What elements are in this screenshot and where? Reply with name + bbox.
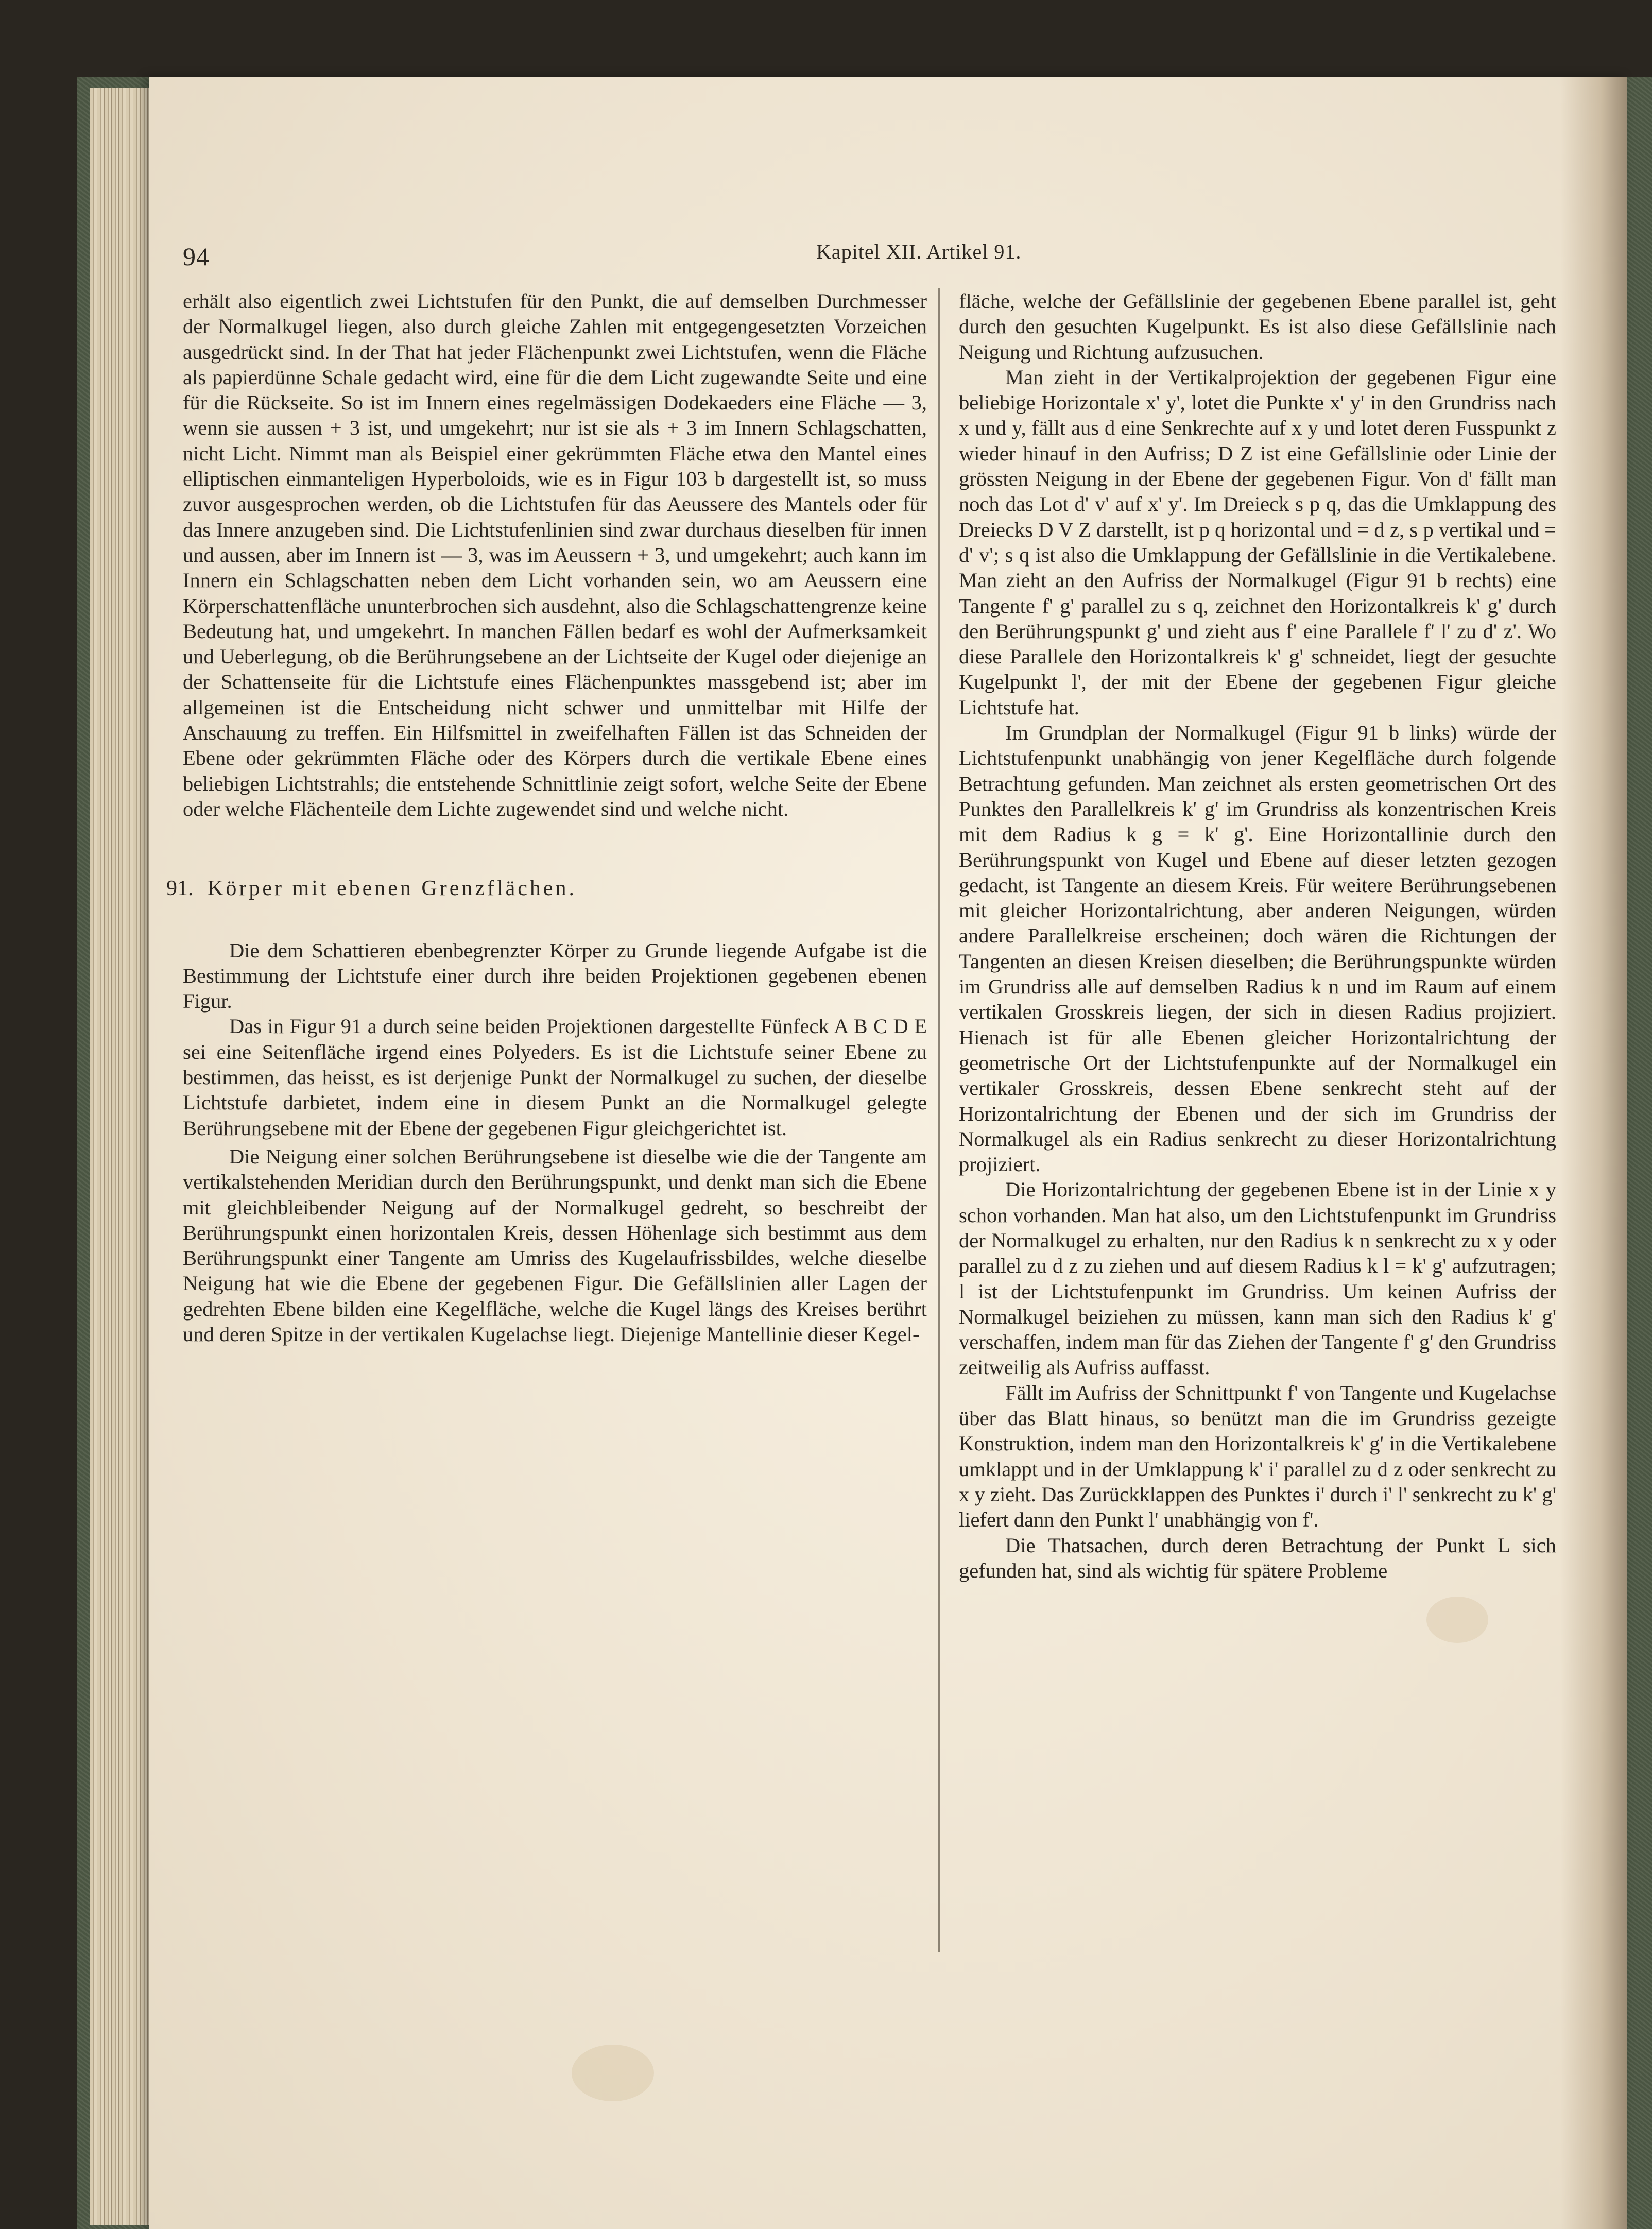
- left-column: [166, 288, 927, 2065]
- paragraph: Man zieht in der Vertikalprojektion der gegebenen Figur eine beliebige Horizontale x' y', lotet die Punkte x' y' in den Grundriss nach x und y, fällt aus d eine Senkrechte auf x y und lotet deren Fusspunkt z wieder hinauf in den Aufriss; D Z ist eine Gefällslinie oder Linie der grössten Neigung in der Ebene der gegebenen Figur. Von d' fällt man noch das Lot d' v' auf x' y'. Im Dreieck s p q, das die Umklappung des Dreiecks D V Z darstellt, ist p q horizontal und = d z, s p vertikal und = d' v'; s q ist also die Umklappung der Gefällslinie in die Vertikalebene. Man zieht an den Aufriss der Normalkugel (Figur 91 b rechts) eine Tangente f' g' parallel zu s q, zeichnet den Horizontalkreis k' g' durch den Berührungspunkt g' und zieht aus f' eine Parallele f' l' zu d' z'. Wo diese Parallele den Horizontalkreis k' g' schneidet, liegt der gesuchte Kugelpunkt l', der mit der Ebene der gegebenen Figur gleiche Lichtstufe hat.: [959, 365, 1556, 719]
- paragraph: Die Horizontalrichtung der gegebenen Ebene ist in der Linie x y schon vorhanden. Man hat also, um den Lichtstufenpunkt im Grundriss der Normalkugel zu erhalten, nur den Radius k n senkrecht zu x y oder parallel zu d z zu ziehen und auf diesem Radius k l = k' g' aufzutragen; l ist der Lichtstufenpunkt im Grundriss. Um keinen Aufriss der Normalkugel beiziehen zu müssen, kann man sich den Radius k' g' verschaffen, indem man für das Ziehen der Tangente f' g' den Grundriss zeitweilig als Aufriss auffasst.: [959, 1178, 1556, 1379]
- paragraph: fläche, welche der Gefällslinie der gegebenen Ebene parallel ist, geht durch den gesuchten Kugelpunkt. Es ist also diese Gefällslinie nach Neigung und Richtung aufzusuchen.: [959, 289, 1556, 364]
- section-title: Körper mit ebenen Grenzflächen.: [208, 877, 577, 901]
- section-heading: [166, 876, 927, 901]
- column-rule: [938, 288, 940, 1952]
- running-head: [183, 234, 1439, 281]
- paragraph: Das in Figur 91 a durch seine beiden Projektionen dargestellte Fünfeck A B C D E sei eine Seitenfläche irgend eines Polyeders. Es ist die Lichtstufe seiner Ebene zu bestimmen, das heisst, es ist derjenige Punkt der Normalkugel zu suchen, der dieselbe Lichtstufe darbietet, indem eine in diesem Punkt an die Normalkugel gelegte Berührungsebene mit der Ebene der gegebenen Figur gleichgerichtet ist.: [183, 1015, 927, 1140]
- paragraph: Die dem Schattieren ebenbegrenzter Körper zu Grunde liegende Aufgabe ist die Bestimmung der Lichtstufe einer durch ihre beiden Projektionen gegebenen ebenen Figur.: [183, 938, 927, 1013]
- right-column: [959, 288, 1556, 2065]
- page-number: 94: [183, 242, 210, 271]
- paragraph: Die Thatsachen, durch deren Betrachtung der Punkt L sich gefunden hat, sind als wichtig für spätere Probleme: [959, 1533, 1556, 1582]
- gutter-shadow: [1560, 77, 1627, 2229]
- paragraph: Die Neigung einer solchen Berührungsebene ist dieselbe wie die der Tangente am vertikalstehenden Meridian durch den Berührungspunkt, und denkt man sich die Ebene mit gleichbleibender Neigung auf der Normalkugel gedreht, so beschreibt der Berührungspunkt einen horizontalen Kreis, dessen Höhenlage sich bestimmt aus dem Berührungspunkt einer Tangente am Umriss des Kugelaufrissbildes, welche dieselbe Neigung hat wie die Ebene der gegebenen Figur. Die Gefällslinien aller Lagen der gedrehten Ebene bilden eine Kegelfläche, welche die Kugel längs des Kreises berührt und deren Spitze in der vertikalen Kugelachse liegt. Diejenige Mantellinie dieser Kegel-: [183, 1144, 927, 1346]
- running-head-title: Kapitel XII. Artikel 91.: [816, 240, 1022, 263]
- paragraph: Fällt im Aufriss der Schnittpunkt f' von Tangente und Kugelachse über das Blatt hinaus, so benützt man die im Grundriss gezeigte Konstruktion, indem man den Horizontalkreis k' g' in die Vertikalebene umklappt und in der Umklappung k' i' parallel zu d z oder senkrecht zu x y zieht. Das Zurückklappen des Punktes i' durch i' l' senkrecht zu k' g' liefert dann den Punkt l' unabhängig von f'.: [959, 1381, 1556, 1532]
- paragraph: erhält also eigentlich zwei Lichtstufen für den Punkt, die auf demselben Durchmesser der Normalkugel liegen, also durch gleiche Zahlen mit entgegengesetzten Vorzeichen ausgedrückt sind. In der That hat jeder Flächenpunkt zwei Lichtstufen, wenn die Fläche als papierdünne Schale gedacht wird, eine für die dem Licht zugewandte Seite und eine für die Rückseite. So ist im Innern eines regelmässigen Dodekaeders eine Fläche — 3, wenn sie aussen + 3 ist, und umgekehrt; nur ist sie als + 3 im Innern Schlagschatten, nicht Licht. Nimmt man als Beispiel einer gekrümmten Fläche etwa den Mantel eines elliptischen einmanteligen Hyperboloids, wie es in Figur 103 b dargestellt ist, so muss zuvor ausgesprochen werden, ob die Lichtstufen für das Aeussere des Mantels oder für das Innere anzugeben sind. Die Lichtstufenlinien sind zwar durchaus dieselben für innen und aussen, aber im Innern ist — 3, was im Aeussern + 3, und umgekehrt; auch kann im Innern ein Schlagschatten neben dem Licht vorhanden sein, wo am Aeussern eine Körperschattenfläche ununterbrochen sich ausdehnt, also die Schlagschattengrenze keine Bedeutung hat, und umgekehrt. In manchen Fällen bedarf es wohl der Aufmerksamkeit und Ueberlegung, ob die Berührungsebene an der Lichtseite der Kugel oder diejenige an der Schattenseite für die Lichtstufe eines Flächenpunktes massgebend ist; aber im allgemeinen ist die Entscheidung nicht schwer und unmittelbar mit Hilfe der Anschauung zu treffen. Ein Hilfsmittel in zweifelhaften Fällen ist das Schneiden der Ebene oder gekrümmten Fläche oder des Körpers durch die vertikale Ebene eines beliebigen Lichtstrahls; die entstehende Schnittlinie zeigt sofort, welche Seite der Ebene oder welche Flächenteile dem Lichte zugewendet sind und welche nicht.: [183, 289, 927, 820]
- paragraph: Im Grundplan der Normalkugel (Figur 91 b links) würde der Lichtstufenpunkt unabhängig von jener Kegelfläche durch folgende Betrachtung gefunden. Man zeichnet als ersten geometrischen Ort des Punktes den Parallelkreis k' g' im Grundriss als konzentrischen Kreis mit dem Radius k g = k' g'. Eine Horizontallinie durch den Berührungspunkt von Kugel und Ebene auf dieser letzten gezogen gedacht, ist Tangente an diesem Kreis. Für weitere Berührungsebenen mit gleicher Horizontalrichtung, aber anderen Neigungen, würden andere Parallelkreise erscheinen; doch wären die Richtungen der Tangenten an diesen Kreisen dieselben; die Berührungspunkte würden im Grundriss alle auf demselben Radius k n und im Raum auf einem vertikalen Grosskreis liegen, der sich in diesen Radius projiziert. Hienach ist für alle Ebenen gleicher Horizontalrichtung der geometrische Ort der Lichtstufenpunkte auf der Normalkugel ein vertikaler Grosskreis, dessen Ebene senkrecht steht auf der Horizontalrichtung der Ebenen und der sich im Grundriss der Normalkugel als ein Radius senkrecht zu dieser Horizontalrichtung projiziert.: [959, 721, 1556, 1176]
- section-number: 91.: [166, 877, 194, 901]
